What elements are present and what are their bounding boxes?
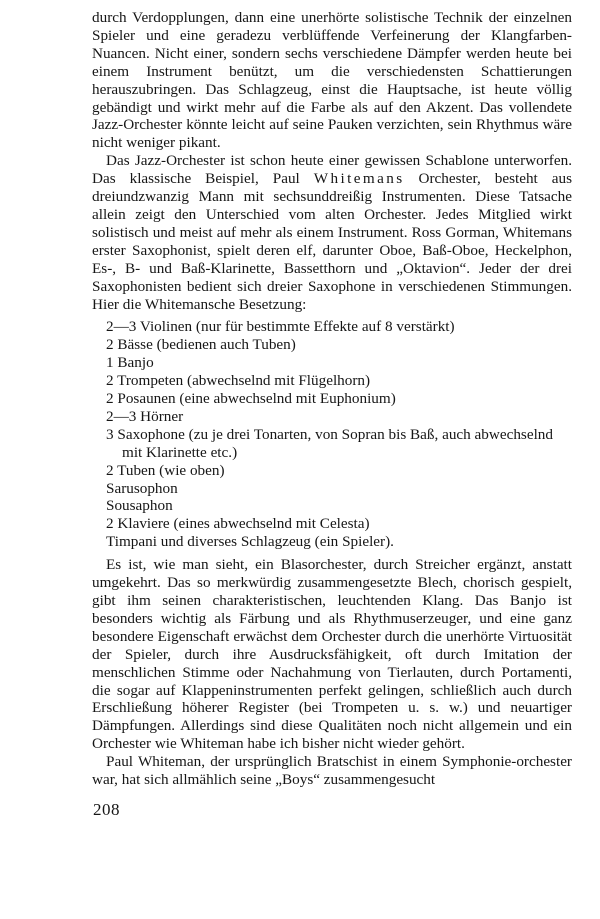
body-text xyxy=(92,9,572,789)
list-item: 2—3 Violinen (nur für bestimmte Effekte auf 8 verstärkt) xyxy=(106,318,455,336)
paragraph-4: Paul Whiteman, der ursprünglich Bratschist in einem Symphonie-orchester war, hat sich allmählich seine „Boys“ zusammengesucht xyxy=(92,753,572,789)
list-item: 2—3 Hörner xyxy=(106,407,184,425)
list-item: 2 Trompeten (abwechselnd mit Flügelhorn) xyxy=(106,372,371,390)
list-item: 1 Banjo xyxy=(106,354,154,372)
list-item: 2 Klaviere (eines abwechselnd mit Celesta) xyxy=(106,515,370,533)
list-item: 2 Posaunen (eine abwechselnd mit Euphonium) xyxy=(106,390,396,408)
paragraph-2-end: Orchester, besteht aus dreiundzwanzig Mann mit sechsunddreißig Instrumenten. Diese Tatsache allein zeigt den Unterschied vom alten Orchester. Jedes Mitglied wirkt solistisch und meist auf mehr als einem Instrument. Ross Gorman, Whitemans erster Saxophonist, spielt deren elf, darunter Oboe, Baß-Oboe, Heckelphon, Es-, B- und Baß-Klarinette, Bassetthorn und „Oktavion“. Jeder der drei Saxophonisten bedient sich dreier Saxophone in verschiedenen Stimmungen. Hier die Whitemansche Besetzung: xyxy=(92,170,572,313)
page-number: 208 xyxy=(93,800,120,819)
paragraph-1: durch Verdopplungen, dann eine unerhörte solistische Technik der einzelnen Spieler und eine geradezu verblüffende Verfeinerung der Klangfarben-Nuancen. Nicht einer, sondern sechs verschiedene Dämpfer werden heute bei einem Instrument benützt, um die verschiedensten Schattierungen herauszubringen. Das Schlagzeug, einst die Hauptsache, ist heute völlig gebändigt und wirkt mehr auf die Farbe als auf den Akzent. Das vollendete Jazz-Orchester könnte leicht auf seine Pauken verzichten, sein Rhythmus wäre nicht weniger pikant. xyxy=(92,9,572,152)
whiteman-name-spaced: Whitemans xyxy=(313,170,405,188)
list-item: Sousaphon xyxy=(106,497,173,515)
paragraph-3: Es ist, wie man sieht, ein Blasorchester, durch Streicher ergänzt, anstatt umgekehrt. Das so merkwürdig zusammengesetzte Blech, chorisch gespielt, gibt ihm seinen charakteristischen, leuchtenden Klang. Das Banjo ist besonders wichtig als Färbung und als Rhythmuserzeuger, und eine ganz besondere Eigenschaft erwächst dem Orchester durch die unerhörte Virtuosität der Spieler, durch ihre Ausdrucksfähigkeit, oft durch Imitation der menschlichen Stimme oder Nachahmung von Tierlauten, durch Portamenti, die sogar auf Klappeninstrumenten perfekt gelingen, schließlich auch durch Erschließung höherer Register (bei Trompeten u. s. w.) und neuartiger Dämpfungen. Allerdings sind diese Qualitäten noch nicht allgemein und ein Orchester wie Whiteman habe ich bisher nicht wieder gehört. xyxy=(92,556,572,753)
orchestra-lineup-list xyxy=(92,318,572,551)
list-item: 2 Tuben (wie oben) xyxy=(106,461,225,479)
paragraph-2 xyxy=(92,152,572,313)
list-item: 3 Saxophone (zu je drei Tonarten, von Sopran bis Baß, auch abwechselnd mit Klarinette etc.) xyxy=(106,425,553,461)
list-item: Timpani und diverses Schlagzeug (ein Spieler). xyxy=(106,533,394,551)
list-item: Sarusophon xyxy=(106,479,178,497)
list-item: 2 Bässe (bedienen auch Tuben) xyxy=(106,336,296,354)
paragraph-2-start: Das Jazz-Orchester ist schon heute einer gewissen Schablone unterworfen. Das klassische Beispiel, Paul xyxy=(92,152,572,188)
